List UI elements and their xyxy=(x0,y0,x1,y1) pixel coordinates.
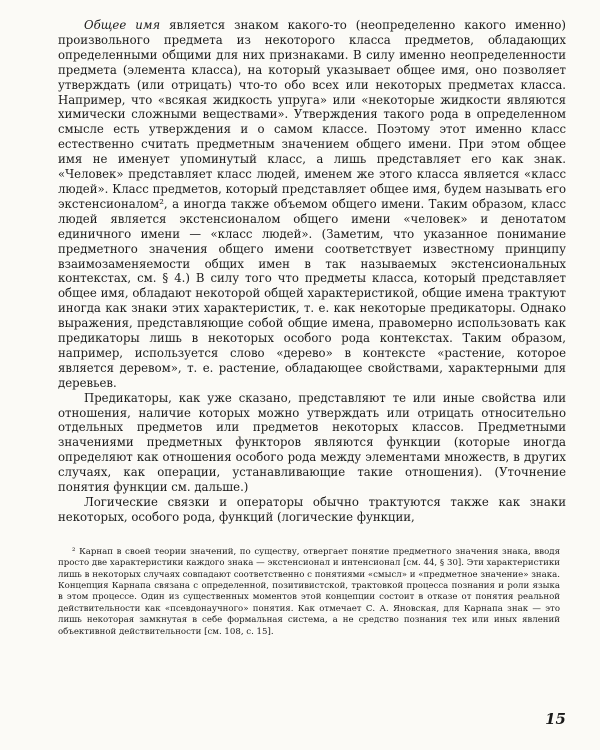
footnote-gap xyxy=(58,525,566,547)
italic-term: Общее имя xyxy=(84,18,161,32)
page-number: 15 xyxy=(545,710,566,728)
footnote: ² Карнап в своей теории значений, по существу, отвергает понятие предметного значения знака, вводя просто две характеристики каждого знака — экстенсионал и интенсионал [см. 44, § 30]. Эти характеристики лишь в некоторых случаях совпадают соответственно с понятиями «смысл» и «предметное значение» знака. Концепция Карнапа связана с определенной, позитивистской, трактовкой процесса познания и роли языка в этом процессе. Один из существенных моментов этой концепции состоит в отказе от понятия реальной действительности как «псевдонаучного» понятия. Как отмечает С. А. Яновская, для Карнапа знак — это лишь некоторая замкнутая в себе формальная система, а не средство познания тех или иных явлений объективной действительности [см. 108, с. 15]. xyxy=(58,546,560,637)
paragraph-logical-connectives: Логические связки и операторы обычно трактуются также как знаки некоторых, особого рода, функций (логические функции, xyxy=(58,495,566,524)
paragraph-predicators: Предикаторы, как уже сказано, представляют те или иные свойства или отношения, наличие которых можно утверждать или отрицать относительно отдельных предметов или предметов некоторых классов. Предметными значениями предметных функторов являются функции (которые иногда определяют как отношения особого рода между элементами множеств, в других случаях, как операции, устанавливающие такие отношения). (Уточнение понятия функции см. дальше.) xyxy=(58,390,566,495)
paragraph-general-name xyxy=(58,18,566,391)
paragraph-text: является знаком какого-то (неопределенно какого именно) произвольного предмета из некоторого класса предметов, обладающих определенными общими для них признаками. В силу именно неопределенности предмета (элемента класса), на который указывает общее имя, оно позволяет утверждать (или отрицать) что-то обо всех или некоторых предметах класса. Например, что «всякая жидкость упруга» или «некоторые жидкости являются химически сложными веществами». Утверждения такого рода в определенном смысле есть утверждения и о самом классе. Поэтому этот именно класс естественно считать предметным значением общего имени. При этом общее имя не именует упоминутый класс, а лишь представляет его как знак. «Человек» представляет класс людей, именем же этого класса является «класс людей». Класс предметов, который представляет общее имя, будем называть его экстенсионалом², а иногда также объемом общего имени. Таким образом, класс людей является экстенсионалом общего имени «человек» и денотатом единичного имени — «класс людей». (Заметим, что указанное понимание предметного значения общего имени соответствует известному принципу взаимозаменяемости общих имен в так называемых экстенсиональных контекстах, см. § 4.) В силу того что предметы класса, который представляет общее имя, обладают некоторой общей характеристикой, общие имена трактуют иногда как знаки этих характеристик, т. е. как некоторые предикаторы. Однако выражения, представляющие собой общие имена, правомерно использовать как предикаторы лишь в некоторых особого рода контекстах. Таким образом, например, используется слово «дерево» в контексте «растение, которое является деревом», т. е. растение, обладающее свойствами, характерными для деревьев. xyxy=(58,18,566,390)
